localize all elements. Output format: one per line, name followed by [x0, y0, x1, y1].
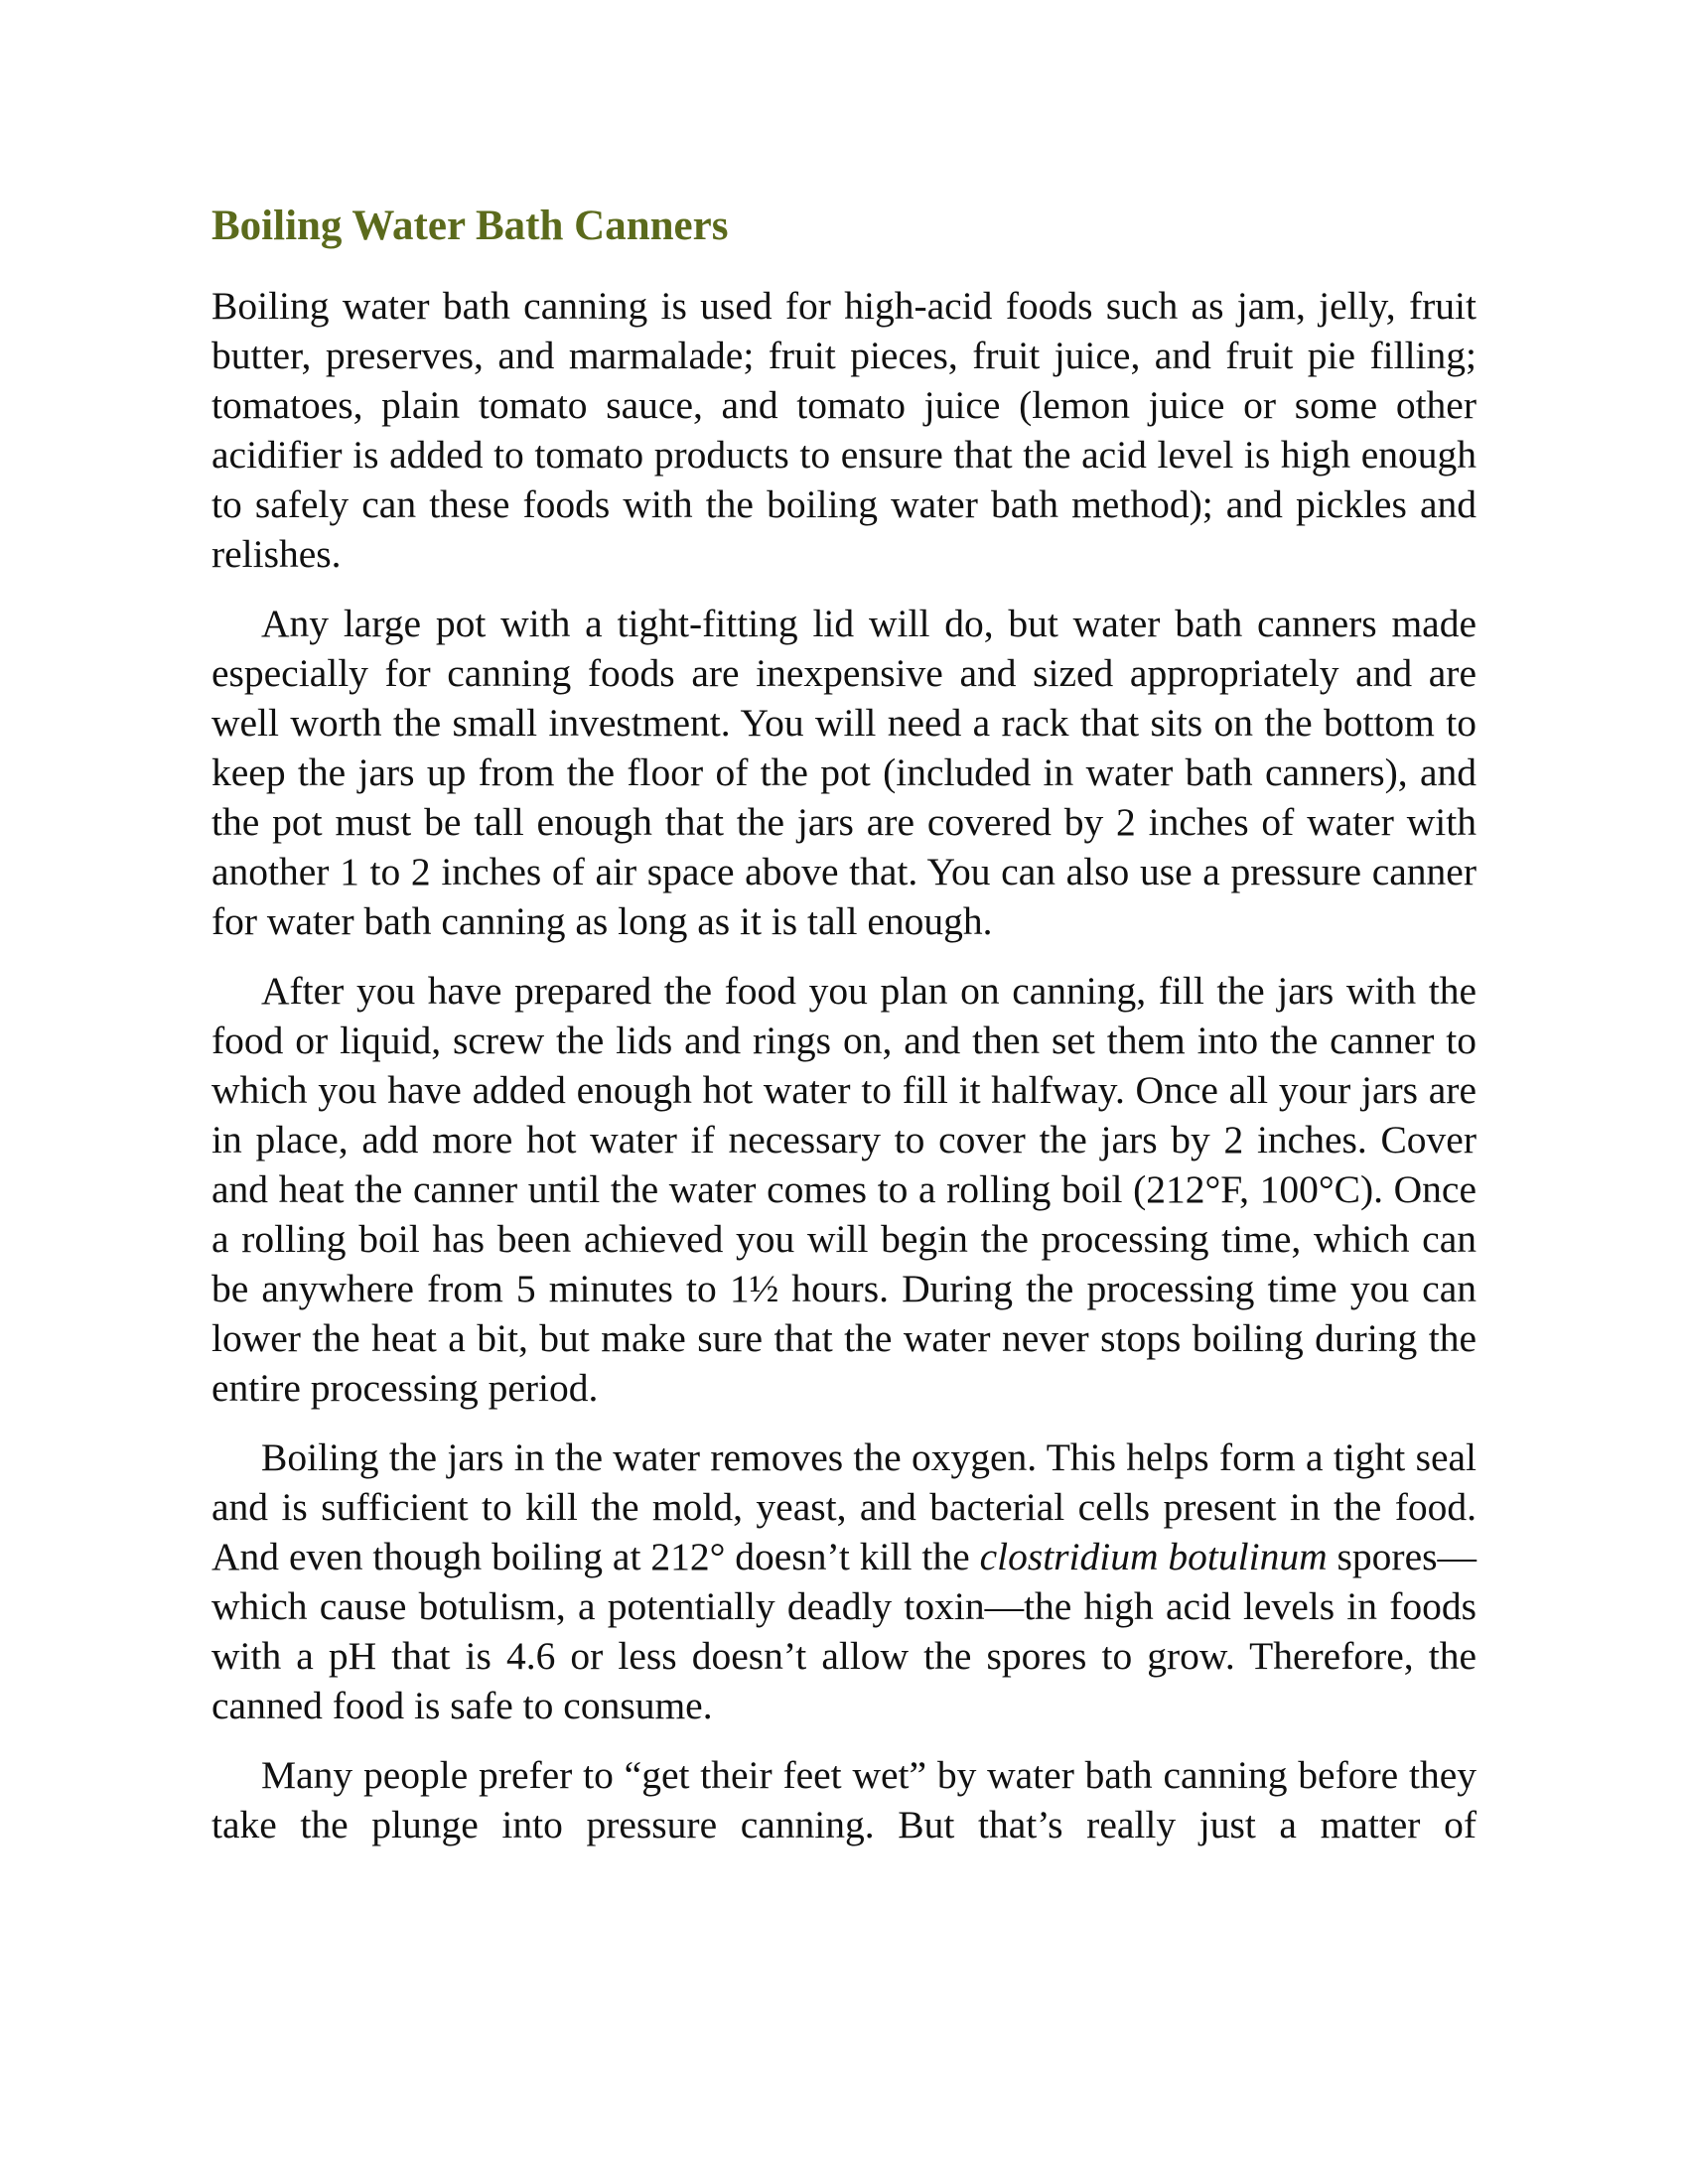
paragraph-3: After you have prepared the food you plan on canning, fill the jars with the food or liquid, screw the lids and rings on, and then set them into the canner to which you have added enough hot water to fill it halfway. Once all your jars are in place, add more hot water if necessary to cover the jars by 2 inches. Cover and heat the canner until the water comes to a rolling boil (212°F, 100°C). Once a rolling boil has been achieved you will begin the processing time, which can be anywhere from 5 minutes to 1½ hours. During the processing time you can lower the heat a bit, but make sure that the water never stops boiling during the entire processing period. [211, 969, 1477, 1410]
species-name-italic: clostridium botulinum [979, 1535, 1328, 1578]
paragraph-5: Many people prefer to “get their feet wet” by water bath canning before they take the plunge into pressure canning. But that’s really just a matter of [211, 1753, 1477, 1846]
paragraph-1: Boiling water bath canning is used for high-acid foods such as jam, jelly, fruit butter, preserves, and marmalade; fruit pieces, fruit juice, and fruit pie filling; tomatoes, plain tomato sauce, and tomato juice (lemon juice or some other acidifier is added to tomato products to ensure that the acid level is high enough to safely can these foods with the boiling water bath method); and pickles and relishes. [211, 284, 1477, 576]
paragraph-4-text-start: Boiling the jars in the water removes the oxygen. This helps form a tight seal and is sufficient to kill the mold, yeast, and bacterial cells present in the food. And even though boiling at 212° doesn’t kill the [211, 1435, 1477, 1578]
paragraph-4-text-end: spores—which cause botulism, a potentially deadly toxin—the high acid levels in foods with a pH that is 4.6 or less doesn’t allow the spores to grow. Therefore, the canned food is safe to consume. [211, 1535, 1477, 1727]
document-page [211, 197, 1477, 1849]
paragraph-4 [211, 1433, 1477, 1730]
paragraph-2: Any large pot with a tight-fitting lid will do, but water bath canners made especially for canning foods are inexpensive and sized appropriately and are well worth the small investment. You will need a rack that sits on the bottom to keep the jars up from the floor of the pot (included in water bath canners), and the pot must be tall enough that the jars are covered by 2 inches of water with another 1 to 2 inches of air space above that. You can also use a pressure canner for water bath canning as long as it is tall enough. [211, 602, 1477, 943]
section-heading: Boiling Water Bath Canners [211, 203, 729, 249]
